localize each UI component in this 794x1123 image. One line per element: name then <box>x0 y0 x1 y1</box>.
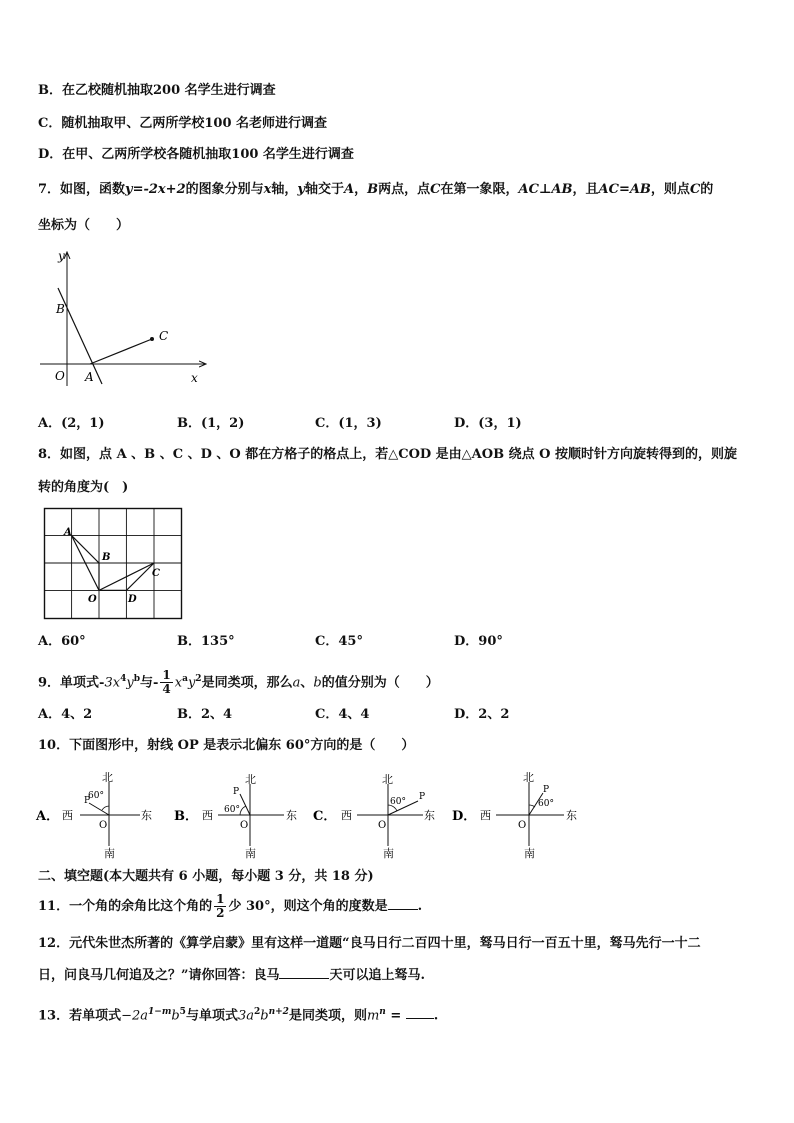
q9-stem: 9．单项式$-3x^4y^b$与- $\frac{1}{4}$ $x^ay^2$是同类项，那么a、b的值分别为（ ） <box>38 668 439 697</box>
q7-label-a: A <box>85 370 94 384</box>
q9-fraction: $\frac{1}{4}$ <box>162 668 171 697</box>
q7-option-d: D．(3，1) <box>454 416 522 431</box>
svg-text:60°: 60° <box>538 799 554 809</box>
svg-text:南: 南 <box>104 847 115 860</box>
q11-fraction: $\frac{1}{2}$ <box>216 892 225 920</box>
svg-text:东: 东 <box>286 809 297 822</box>
svg-text:P: P <box>419 792 426 802</box>
q8-grid-figure <box>44 508 184 620</box>
svg-text:北: 北 <box>102 771 113 784</box>
svg-text:东: 东 <box>141 809 152 822</box>
svg-text:北: 北 <box>245 773 256 786</box>
svg-text:西: 西 <box>62 809 73 822</box>
svg-text:西: 西 <box>202 809 213 822</box>
q8-label-c: C <box>152 568 160 579</box>
q6-option-b: B．在乙校随机抽取200 名学生进行调查 <box>38 83 276 98</box>
q10-compass-d <box>452 766 584 861</box>
q10-label-c: C． <box>313 809 337 824</box>
svg-text:60°: 60° <box>390 797 406 807</box>
svg-text:P: P <box>543 785 550 795</box>
q12-answer-blank[interactable] <box>279 966 329 979</box>
svg-text:P: P <box>233 787 240 797</box>
q9-option-a: A．4、2 <box>38 707 93 722</box>
q7-option-c: C．(1，3) <box>315 416 382 431</box>
q10-compass-a <box>36 766 161 861</box>
q12-stem-line1: 12．元代朱世杰所著的《算学启蒙》里有这样一道题“良马日行二百四十里，驽马日行一百五十里，驽马先行一十二 <box>38 936 701 951</box>
svg-text:北: 北 <box>382 773 393 786</box>
q13-stem: 13．若单项式$-2a^{1-m}b^5$与单项式$3a^2b^{n+2}$是同类项，则$m^n$ = . <box>38 1007 439 1024</box>
svg-text:西: 西 <box>341 809 352 822</box>
q7-label-y: y <box>58 249 65 263</box>
svg-text:60°: 60° <box>224 805 240 815</box>
q7-figure <box>36 246 216 394</box>
q9-option-d: D．2、2 <box>454 707 510 722</box>
q8-option-d: D．90° <box>454 634 503 649</box>
q8-option-c: C．45° <box>315 634 363 649</box>
svg-text:O: O <box>240 820 249 831</box>
q6-option-c: C．随机抽取甲、乙两所学校100 名老师进行调查 <box>38 116 328 131</box>
q7-stem-line1: 7．如图，函数y=-2x+2的图象分别与x轴，y轴交于A，B两点，点C在第一象限，AC⊥AB，且AC=AB，则点C的 <box>38 182 714 197</box>
q8-option-a: A．60° <box>38 634 86 649</box>
q8-label-d: D <box>128 594 137 605</box>
q7-stem-line2: 坐标为（ ） <box>38 218 130 233</box>
q8-stem-line2: 转的角度为( ) <box>38 480 129 495</box>
q9-option-b: B．2、4 <box>177 707 233 722</box>
svg-text:东: 东 <box>424 809 435 822</box>
section-2-heading: 二、填空题(本大题共有 6 小题，每小题 3 分，共 18 分) <box>38 869 374 884</box>
svg-text:南: 南 <box>245 847 256 860</box>
svg-text:O: O <box>378 820 387 831</box>
q13-answer-blank[interactable] <box>406 1006 434 1019</box>
svg-text:南: 南 <box>383 847 394 860</box>
svg-text:O: O <box>99 820 108 831</box>
q7-label-b: B <box>56 302 65 316</box>
q7-label-o: O <box>55 369 65 383</box>
q8-label-a: A <box>64 527 72 538</box>
svg-text:西: 西 <box>480 809 491 822</box>
svg-text:60°: 60° <box>88 791 104 801</box>
q8-stem-line1: 8．如图，点 A 、B 、C 、D 、O 都在方格子的格点上，若△COD 是由△AOB 绕点 O 按顺时针方向旋转得到的，则旋 <box>38 447 737 462</box>
q7-option-b: B．(1，2) <box>177 416 245 431</box>
q10-label-b: B． <box>174 809 198 824</box>
q11-answer-blank[interactable] <box>388 897 418 910</box>
q10-label-a: A． <box>36 809 60 824</box>
svg-text:北: 北 <box>523 771 534 784</box>
q11-stem: 11．一个角的余角比这个角的 $\frac{1}{2}$ 少 30°，则这个角的度数是 . <box>38 892 423 920</box>
q6-option-d: D．在甲、乙两所学校各随机抽取100 名学生进行调查 <box>38 147 354 162</box>
q8-label-b: B <box>102 552 111 563</box>
q7-option-a: A．(2，1) <box>38 416 105 431</box>
q9-option-c: C．4、4 <box>315 707 370 722</box>
q8-label-o: O <box>88 594 97 605</box>
q8-option-b: B．135° <box>177 634 235 649</box>
svg-text:P: P <box>84 796 91 806</box>
q10-compass-c <box>313 766 443 861</box>
q10-stem: 10．下面图形中，射线 OP 是表示北偏东 60°方向的是（ ） <box>38 738 415 753</box>
q7-label-c: C <box>159 329 169 343</box>
svg-text:O: O <box>518 820 527 831</box>
q7-label-x: x <box>191 371 198 385</box>
svg-text:东: 东 <box>566 809 577 822</box>
q12-stem-line2: 日，问良马几何追及之？”请你回答：良马 天可以追上驽马. <box>38 968 426 983</box>
svg-text:南: 南 <box>524 847 535 860</box>
q10-compass-b <box>174 766 304 861</box>
q10-label-d: D． <box>452 809 477 824</box>
